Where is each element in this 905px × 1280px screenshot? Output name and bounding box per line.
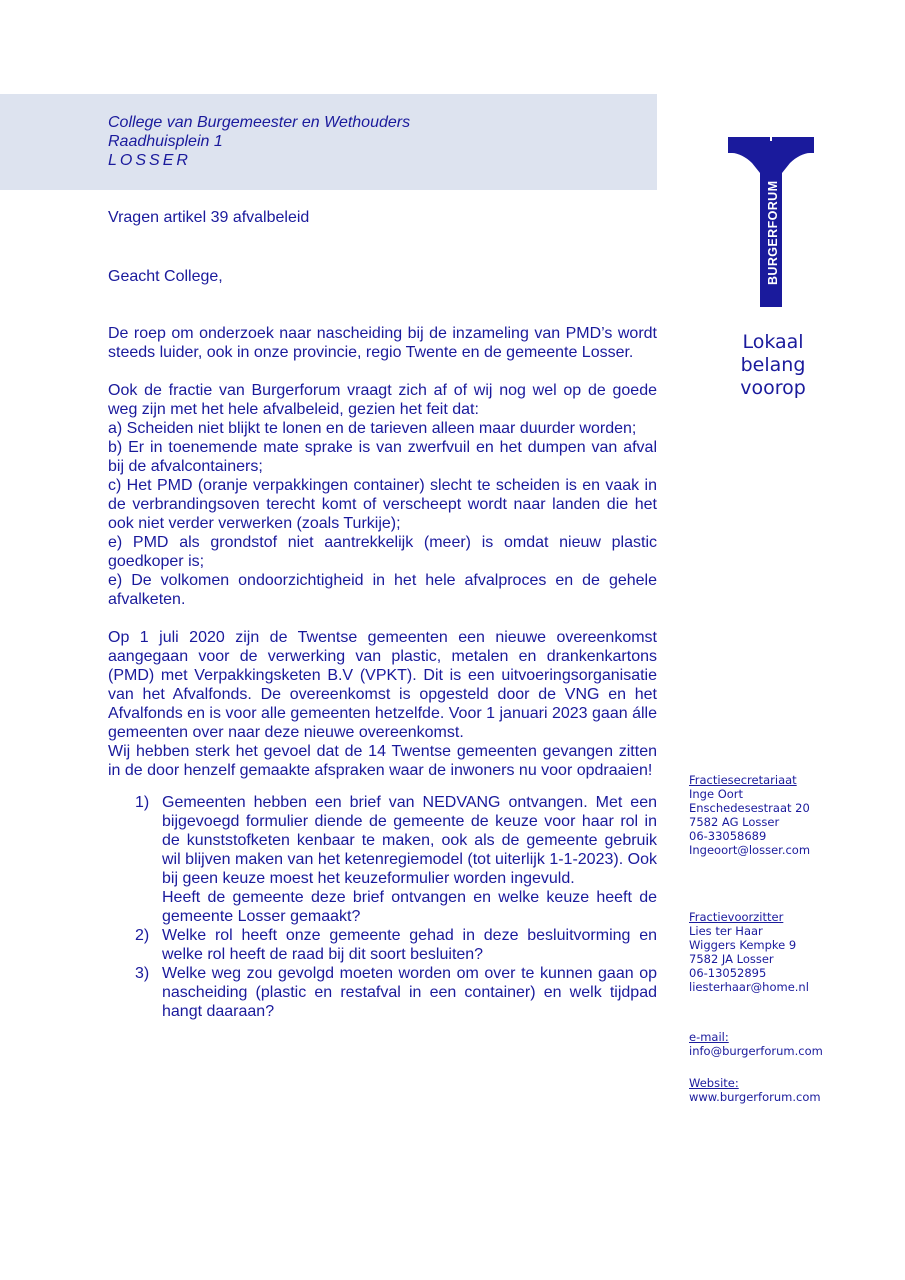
paragraph-feeling: Wij hebben sterk het gevoel dat de 14 Twentse gemeenten gevangen zitten in de door henzelf gemaakte afspraken waar de inwoners nu voor opdraaien! [108, 743, 657, 779]
secretariaat-name: Inge Oort [689, 787, 744, 801]
website-heading: Website: [689, 1076, 739, 1090]
letter-body [108, 324, 657, 1021]
question-number: 1) [135, 794, 150, 811]
point-e-2: e) De volkomen ondoorzichtigheid in het hele afvalproces en de gehele afvalketen. [108, 572, 657, 608]
secretariaat-email: Ingeoort@losser.com [689, 843, 811, 857]
slogan-line-3: voorop [740, 377, 806, 399]
address-line-2: Raadhuisplein 1 [108, 133, 223, 150]
voorzitter-city: 7582 JA Losser [689, 952, 774, 966]
question-text: Gemeenten hebben een brief van NEDVANG ontvangen. Met een bijgevoegd formulier diende de gemeente de keuze voor haar rol in de kunststofketen kenbaar te maken, ook als de gemeente gebruik wil blijven maken van het ketenregiemodel (tot uiterlijk 1-1-2023). Ook bij geen keuze moest het keuzeformulier worden ingevuld. [162, 794, 657, 887]
voorzitter-name: Lies ter Haar [689, 924, 763, 938]
paragraph-question-context: Ook de fractie van Burgerforum vraagt zich af of wij nog wel op de goede weg zijn met het hele afvalbeleid, gezien het feit dat: [108, 382, 657, 418]
point-b: b) Er in toenemende mate sprake is van zwerfvuil en het dumpen van afval bij de afvalcontainers; [108, 439, 657, 475]
voorzitter-block [689, 910, 899, 994]
point-e-1: e) PMD als grondstof niet aantrekkelijk (meer) is omdat nieuw plastic goedkoper is; [108, 534, 657, 570]
point-a: a) Scheiden niet blijkt te lonen en de tarieven alleen maar duurder worden; [108, 420, 637, 437]
questions-list [108, 793, 657, 1021]
salutation: Geacht College, [108, 268, 223, 285]
slogan-line-2: belang [740, 354, 806, 376]
secretariaat-phone: 06-33058689 [689, 829, 767, 843]
question-item [108, 964, 657, 1021]
website-block [689, 1076, 899, 1104]
question-text-followup: Heeft de gemeente deze brief ontvangen en welke keuze heeft de gemeente Losser gemaakt? [162, 889, 657, 925]
email-link[interactable]: info@burgerforum.com [689, 1044, 823, 1058]
slogan [720, 331, 826, 400]
email-block [689, 1030, 899, 1058]
logo-text: BURGERFORUM [766, 180, 780, 285]
question-text: Welke weg zou gevolgd moeten worden om over te kunnen gaan op nascheiding (plastic en restafval in een container) en welk tijdpad hangt daaraan? [162, 965, 657, 1020]
secretariaat-street: Enschedesestraat 20 [689, 801, 810, 815]
slogan-line-1: Lokaal [742, 331, 804, 353]
question-number: 2) [135, 927, 150, 944]
question-item [108, 926, 657, 964]
voorzitter-phone: 06-13052895 [689, 966, 767, 980]
voorzitter-heading: Fractievoorzitter [689, 910, 784, 924]
burgerforum-logo [726, 133, 816, 307]
paragraph-intro: De roep om onderzoek naar nascheiding bij de inzameling van PMD’s wordt steeds luider, ook in onze provincie, regio Twente en de gemeente Losser. [108, 325, 657, 361]
address-line-1: College van Burgemeester en Wethouders [108, 114, 411, 131]
recipient-address [108, 113, 410, 170]
website-link[interactable]: www.burgerforum.com [689, 1090, 821, 1104]
address-line-3: LOSSER [108, 152, 191, 169]
paragraph-agreement: Op 1 juli 2020 zijn de Twentse gemeenten een nieuwe overeenkomst aangegaan voor de verwerking van plastic, metalen en drankenkartons (PMD) met Verpakkingsketen B.V (VPKT). Dit is een uitvoeringsorganisatie van het Afvalfonds. De overeenkomst is opgesteld door de VNG en het Afvalfonds en is voor alle gemeenten hetzelfde. Voor 1 januari 2023 gaan álle gemeenten over naar deze nieuwe overeenkomst. [108, 629, 657, 741]
voorzitter-street: Wiggers Kempke 9 [689, 938, 797, 952]
secretariaat-heading: Fractiesecretariaat [689, 773, 797, 787]
question-text: Welke rol heeft onze gemeente gehad in deze besluitvorming en welke rol heeft de raad bij dit soort besluiten? [162, 927, 657, 963]
question-number: 3) [135, 965, 150, 982]
secretariaat-city: 7582 AG Losser [689, 815, 780, 829]
point-c: c) Het PMD (oranje verpakkingen container) slecht te scheiden is en vaak in de verbrandingsoven terecht komt of verscheept wordt naar landen die het ook niet verder verwerken (zoals Turkije); [108, 477, 657, 532]
voorzitter-email: liesterhaar@home.nl [689, 980, 809, 994]
email-heading: e-mail: [689, 1030, 729, 1044]
question-item [108, 793, 657, 926]
secretariaat-block [689, 773, 899, 857]
letter-subject: Vragen artikel 39 afvalbeleid [108, 209, 310, 226]
